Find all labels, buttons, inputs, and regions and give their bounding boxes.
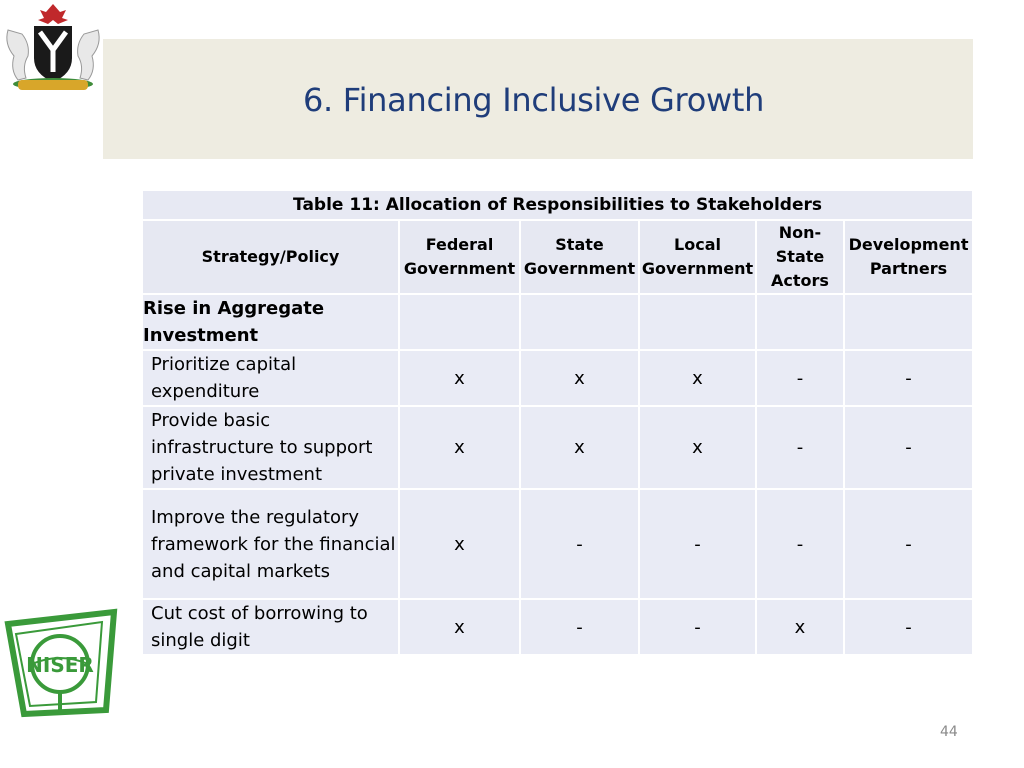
- cell-federal: x: [399, 350, 520, 406]
- row-label: Prioritize capital expenditure: [142, 350, 399, 406]
- coat-of-arms-icon: [0, 0, 106, 96]
- cell-local: x: [639, 350, 756, 406]
- title-band: [103, 39, 973, 159]
- row-label: Provide basic infrastructure to support private investment: [142, 406, 399, 489]
- table-row: [142, 489, 973, 599]
- row-label: Improve the regulatory framework for the financial and capital markets: [142, 489, 399, 599]
- responsibility-table: [141, 189, 974, 656]
- cell-local: -: [639, 599, 756, 655]
- page-number: 44: [940, 724, 958, 740]
- cell-non-state: -: [756, 406, 844, 489]
- cell-development: -: [844, 406, 973, 489]
- cell-federal: x: [399, 599, 520, 655]
- section-title: Rise in Aggregate Investment: [142, 294, 399, 350]
- table-caption: Table 11: Allocation of Responsibilities to Stakeholders: [142, 190, 973, 220]
- table-row: [142, 599, 973, 655]
- header-development-partners: Development Partners: [844, 220, 973, 294]
- cell-non-state: -: [756, 489, 844, 599]
- table-row: [142, 350, 973, 406]
- cell-development: -: [844, 489, 973, 599]
- table-header-row: [142, 220, 973, 294]
- cell-non-state: -: [756, 350, 844, 406]
- niser-logo-text: NISER: [26, 653, 94, 677]
- header-strategy-policy: Strategy/Policy: [142, 220, 399, 294]
- empty-cell: [844, 294, 973, 350]
- cell-local: x: [639, 406, 756, 489]
- empty-cell: [639, 294, 756, 350]
- cell-state: -: [520, 489, 639, 599]
- empty-cell: [399, 294, 520, 350]
- cell-state: -: [520, 599, 639, 655]
- cell-development: -: [844, 350, 973, 406]
- cell-state: x: [520, 350, 639, 406]
- empty-cell: [520, 294, 639, 350]
- table-row: [142, 406, 973, 489]
- cell-development: -: [844, 599, 973, 655]
- cell-non-state: x: [756, 599, 844, 655]
- cell-federal: x: [399, 489, 520, 599]
- table-caption-row: [142, 190, 973, 220]
- header-local-government: Local Government: [639, 220, 756, 294]
- header-non-state-actors: Non-State Actors: [756, 220, 844, 294]
- niser-logo-icon: [2, 606, 120, 718]
- header-federal-government: Federal Government: [399, 220, 520, 294]
- slide-title: 6. Financing Inclusive Growth: [303, 81, 765, 119]
- header-state-government: State Government: [520, 220, 639, 294]
- row-label: Cut cost of borrowing to single digit: [142, 599, 399, 655]
- section-row: [142, 294, 973, 350]
- empty-cell: [756, 294, 844, 350]
- cell-state: x: [520, 406, 639, 489]
- cell-local: -: [639, 489, 756, 599]
- cell-federal: x: [399, 406, 520, 489]
